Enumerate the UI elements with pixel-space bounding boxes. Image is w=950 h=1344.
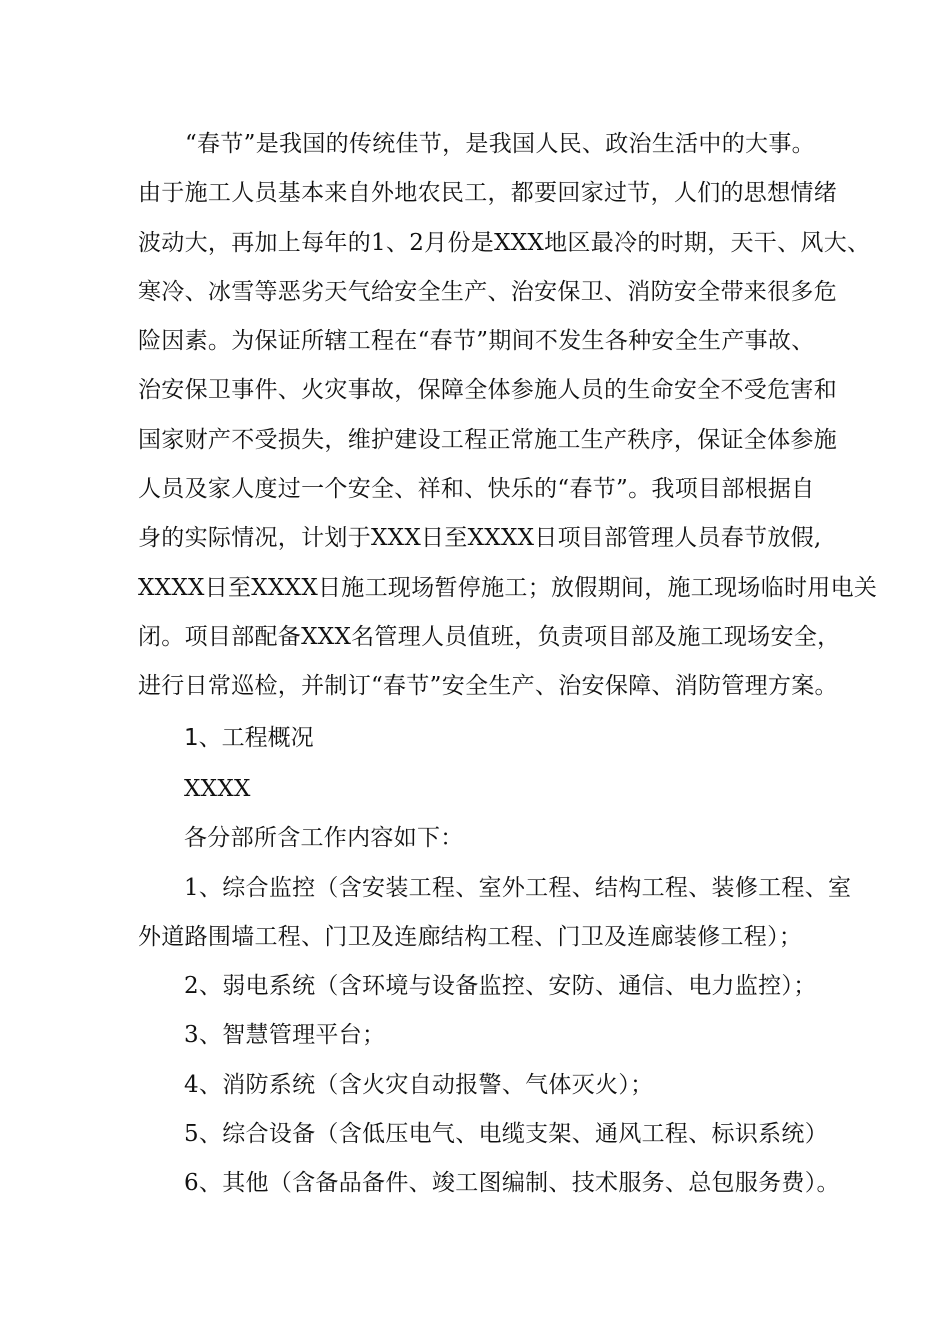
list-item: 1、综合监控（含安装工程、室外工程、结构工程、装修工程、室	[184, 874, 852, 901]
project-name: XXXX	[184, 776, 251, 802]
list-item: 2、弱电系统（含环境与设备监控、安防、通信、电力监控）；	[184, 973, 817, 1000]
paragraph-line: 治安保卫事件、火灾事故，保障全体参施人员的生命安全不受危害和	[138, 377, 837, 404]
paragraph-line: 由于施工人员基本来自外地农民工，都要回家过节，人们的思想情绪	[138, 180, 837, 207]
list-item-continuation: 外道路围墙工程、门卫及连廊结构工程、门卫及连廊装修工程）；	[138, 923, 803, 950]
paragraph-line: 身的实际情况，计划于XXX日至XXXX日项目部管理人员春节放假,	[138, 525, 822, 552]
list-item: 6、其他（含备品备件、竣工图编制、技术服务、总包服务费）。	[184, 1170, 840, 1197]
intro-paragraph	[138, 120, 878, 712]
list-item: 5、综合设备（含低压电气、电缆支架、通风工程、标识系统）	[184, 1121, 829, 1148]
list-intro: 各分部所含工作内容如下：	[184, 825, 464, 852]
list-item: 4、消防系统（含火灾自动报警、气体灭火）；	[184, 1071, 654, 1098]
paragraph-line: 闭。项目部配备XXX名管理人员值班，负责项目部及施工现场安全，	[138, 623, 841, 650]
paragraph-line: 进行日常巡检，并制订“春节”安全生产、治安保障、消防管理方案。	[138, 673, 838, 700]
section-content	[138, 765, 852, 1209]
paragraph-line: 险因素。为保证所辖工程在“春节”期间不发生各种安全生产事故、	[138, 328, 815, 355]
paragraph-line: 国家财产不受损失，维护建设工程正常施工生产秩序，保证全体参施	[138, 426, 837, 453]
paragraph-line: 波动大，再加上每年的1、2月份是XXX地区最冷的时期，天干、风大、	[138, 229, 871, 256]
paragraph-line: 人员及家人度过一个安全、祥和、快乐的“春节”。我项目部根据自	[138, 476, 815, 503]
paragraph-line: XXXX日至XXXX日施工现场暂停施工；放假期间，施工现场临时用电关	[138, 574, 878, 601]
section-heading: 1、工程概况	[184, 725, 314, 751]
paragraph-line: 寒冷、冰雪等恶劣天气给安全生产、治安保卫、消防安全带来很多危	[138, 278, 837, 305]
paragraph-line: “春节”是我国的传统佳节，是我国人民、政治生活中的大事。	[185, 131, 815, 157]
list-item: 3、智慧管理平台；	[184, 1022, 386, 1049]
